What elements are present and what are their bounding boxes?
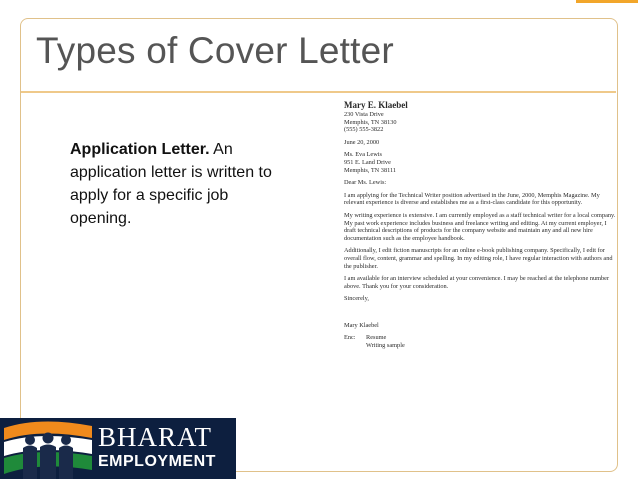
title-divider <box>21 91 616 93</box>
enclosure-label: Enc: <box>344 334 356 342</box>
slide-title: Types of Cover Letter <box>36 30 394 71</box>
logo-line-2: EMPLOYMENT <box>98 453 216 470</box>
sample-letter-image <box>334 100 624 430</box>
letter-paragraph: I am available for an interview scheduled at your convenience. I may be reached at the telephone number above. Thank you for your consideration. <box>344 275 610 290</box>
bullet-bold-term: Application Letter. <box>70 141 210 158</box>
bullet-text <box>70 138 290 230</box>
enclosure-item: Resume <box>366 334 387 342</box>
address-line: (555) 555-3822 <box>344 126 384 134</box>
address-line: 230 Vista Drive <box>344 111 384 118</box>
letter-enclosures <box>344 334 624 349</box>
recipient-line: Memphis, TN 38111 <box>344 166 397 174</box>
letter-salutation: Dear Ms. Lewis: <box>344 179 387 187</box>
letter-paragraph: My writing experience is extensive. I am currently employed as a staff technical writer for a local company. My past work experience includes business and freelance writing and editing. At my current employer, I draft technical descriptions of products for the company website and maintain any and all new hire documentation such as the employee handbook. <box>344 211 616 242</box>
address-line: Memphis, TN 38130 <box>344 118 397 126</box>
letter-paragraph: I am applying for the Technical Writer position advertised in the June, 2000, Memphis Magazine. My relevant experience is diverse and establishes me as a first-class candidate for this opportunity. <box>344 191 600 207</box>
recipient-line: 951 E. Land Drive <box>344 158 391 166</box>
letter-paragraph: Additionally, I edit fiction manuscripts for an online e-book publishing company. Specifically, I edit for overall flow, content, grammar and spelling. In my editing role, I have regular interaction with authors and the publisher. <box>344 247 613 270</box>
letter-date: June 20, 2000 <box>344 138 380 146</box>
letter-sender-name: Mary E. Klaebel <box>344 100 408 110</box>
letter-closing: Sincerely, <box>344 295 369 303</box>
letter-sender-address <box>344 111 624 134</box>
recipient-line: Ms. Eva Lewis <box>344 151 382 159</box>
enclosure-item: Writing sample <box>366 342 405 350</box>
logo-line-1: BHARAT <box>98 422 213 452</box>
logo-flag-people-icon <box>0 418 98 479</box>
corner-accent-bar <box>576 0 638 3</box>
letter-recipient <box>344 151 624 174</box>
bharat-employment-logo <box>0 418 236 479</box>
letter-signature-name: Mary Klaebel <box>344 321 379 329</box>
bullet-description: An application letter is written to apply for a specific job opening. <box>70 141 272 227</box>
